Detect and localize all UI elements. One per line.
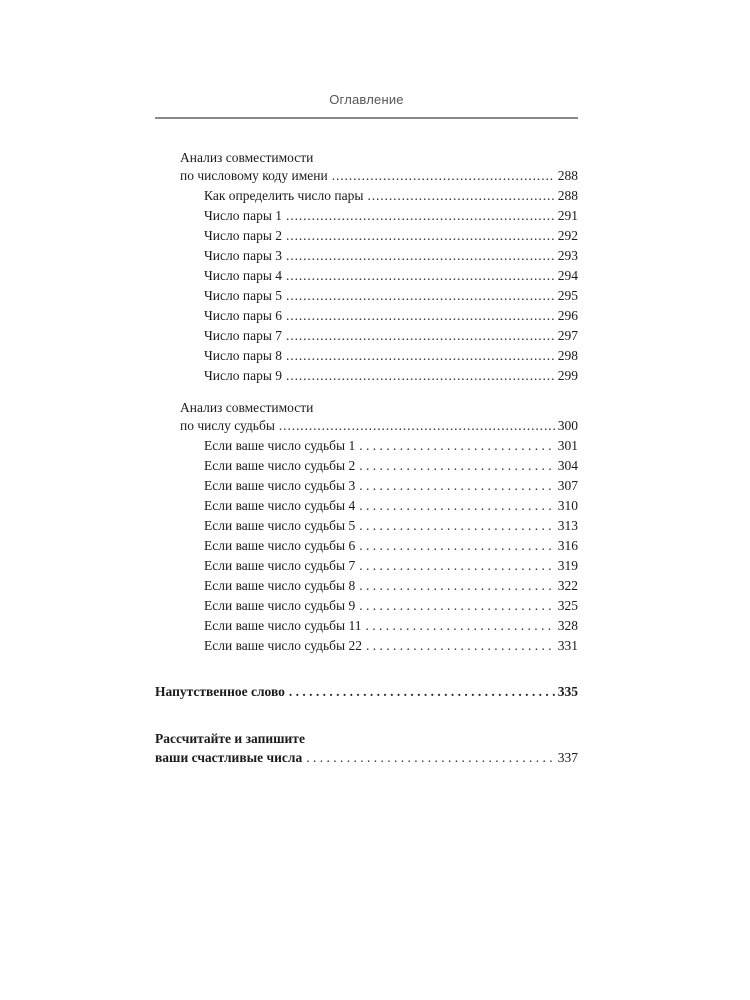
toc-section-entry[interactable] <box>180 166 578 186</box>
leader-dots <box>365 616 554 636</box>
page-number: 328 <box>555 616 578 636</box>
toc-item-label: Если ваше число судьбы 6 <box>204 536 359 556</box>
leader-dots <box>367 186 554 206</box>
leader-dots <box>286 226 555 246</box>
leader-dots <box>359 596 555 616</box>
page-number: 297 <box>555 326 578 346</box>
toc-item[interactable] <box>204 436 578 456</box>
page-number: 304 <box>555 456 578 476</box>
toc-section-title-line1: Анализ совместимости <box>180 398 313 418</box>
leader-dots <box>332 166 555 186</box>
leader-dots <box>286 346 555 366</box>
toc-section-title-line1: Анализ совместимости <box>180 148 313 168</box>
toc-item[interactable] <box>204 496 578 516</box>
toc-item-label: Если ваше число судьбы 2 <box>204 456 359 476</box>
leader-dots <box>359 456 555 476</box>
leader-dots <box>366 636 555 656</box>
leader-dots <box>359 476 555 496</box>
toc-item-label: Если ваше число судьбы 22 <box>204 636 366 656</box>
page-number: 288 <box>555 166 578 186</box>
page-number: 307 <box>555 476 578 496</box>
toc-section-entry[interactable] <box>180 416 578 436</box>
page-number: 301 <box>555 436 578 456</box>
leader-dots <box>289 682 555 702</box>
leader-dots <box>359 536 555 556</box>
toc-item[interactable] <box>204 286 578 306</box>
toc-item[interactable] <box>204 596 578 616</box>
toc-item[interactable] <box>204 306 578 326</box>
leader-dots <box>359 576 555 596</box>
leader-dots <box>359 496 555 516</box>
toc-item[interactable] <box>204 266 578 286</box>
toc-item-label: Число пары 6 <box>204 306 286 326</box>
header-rule <box>155 117 578 119</box>
toc-section-title-line2: по числу судьбы <box>180 416 279 436</box>
toc-chapter-entry[interactable] <box>155 748 578 768</box>
page-number: 292 <box>555 226 578 246</box>
toc-item[interactable] <box>204 476 578 496</box>
toc-item-label: Если ваше число судьбы 1 <box>204 436 359 456</box>
leader-dots <box>306 748 555 768</box>
page-number: 319 <box>555 556 578 576</box>
toc-item[interactable] <box>204 226 578 246</box>
toc-section-title <box>180 148 578 168</box>
page-number: 337 <box>555 748 578 768</box>
leader-dots <box>286 266 555 286</box>
leader-dots <box>286 286 555 306</box>
toc-item[interactable] <box>204 556 578 576</box>
leader-dots <box>286 206 555 226</box>
toc-item-label: Если ваше число судьбы 9 <box>204 596 359 616</box>
leader-dots <box>359 556 555 576</box>
toc-item-label: Число пары 3 <box>204 246 286 266</box>
toc-chapter-entry[interactable] <box>155 682 578 702</box>
toc-item-label: Число пары 4 <box>204 266 286 286</box>
toc-chapter-title: Напутственное слово <box>155 682 289 702</box>
page-number: 300 <box>555 416 578 436</box>
page-number: 296 <box>555 306 578 326</box>
toc-item-label: Число пары 7 <box>204 326 286 346</box>
toc-item-label: Число пары 5 <box>204 286 286 306</box>
page-number: 298 <box>555 346 578 366</box>
toc-item-label: Если ваше число судьбы 4 <box>204 496 359 516</box>
leader-dots <box>286 246 555 266</box>
toc-item[interactable] <box>204 246 578 266</box>
toc-item[interactable] <box>204 186 578 206</box>
page-number: 291 <box>555 206 578 226</box>
page-number: 335 <box>555 682 578 702</box>
toc-chapter-title-row <box>155 729 578 749</box>
running-header: Оглавление <box>329 92 404 107</box>
toc-chapter-title-line2: ваши счастливые числа <box>155 748 306 768</box>
toc-chapter-title-line1: Рассчитайте и запишите <box>155 729 305 749</box>
toc-item[interactable] <box>204 456 578 476</box>
leader-dots <box>359 516 555 536</box>
toc-item[interactable] <box>204 576 578 596</box>
page-number: 313 <box>555 516 578 536</box>
page-number: 299 <box>555 366 578 386</box>
toc-item-label: Число пары 8 <box>204 346 286 366</box>
page-number: 310 <box>555 496 578 516</box>
leader-dots <box>286 326 555 346</box>
toc-section-title-line2: по числовому коду имени <box>180 166 332 186</box>
page-number: 331 <box>555 636 578 656</box>
toc-item-label: Если ваше число судьбы 11 <box>204 616 365 636</box>
toc-item-label: Число пары 1 <box>204 206 286 226</box>
toc-item-label: Число пары 9 <box>204 366 286 386</box>
leader-dots <box>286 306 555 326</box>
leader-dots <box>359 436 555 456</box>
toc-item-label: Если ваше число судьбы 7 <box>204 556 359 576</box>
toc-item-label: Если ваше число судьбы 5 <box>204 516 359 536</box>
toc-item[interactable] <box>204 636 578 656</box>
toc-item-label: Число пары 2 <box>204 226 286 246</box>
toc-section-title <box>180 398 578 418</box>
toc-item[interactable] <box>204 206 578 226</box>
leader-dots <box>279 416 555 436</box>
toc-item-label: Если ваше число судьбы 3 <box>204 476 359 496</box>
toc-item-label: Как определить число пары <box>204 186 367 206</box>
page-number: 322 <box>555 576 578 596</box>
toc-item[interactable] <box>204 516 578 536</box>
toc-item[interactable] <box>204 346 578 366</box>
toc-item[interactable] <box>204 366 578 386</box>
toc-item[interactable] <box>204 616 578 636</box>
page-number: 325 <box>555 596 578 616</box>
page-number: 288 <box>555 186 578 206</box>
page-number: 295 <box>555 286 578 306</box>
leader-dots <box>286 366 555 386</box>
page-number: 294 <box>555 266 578 286</box>
page-number: 316 <box>555 536 578 556</box>
toc-item[interactable] <box>204 326 578 346</box>
toc-item[interactable] <box>204 536 578 556</box>
toc-item-label: Если ваше число судьбы 8 <box>204 576 359 596</box>
page-number: 293 <box>555 246 578 266</box>
